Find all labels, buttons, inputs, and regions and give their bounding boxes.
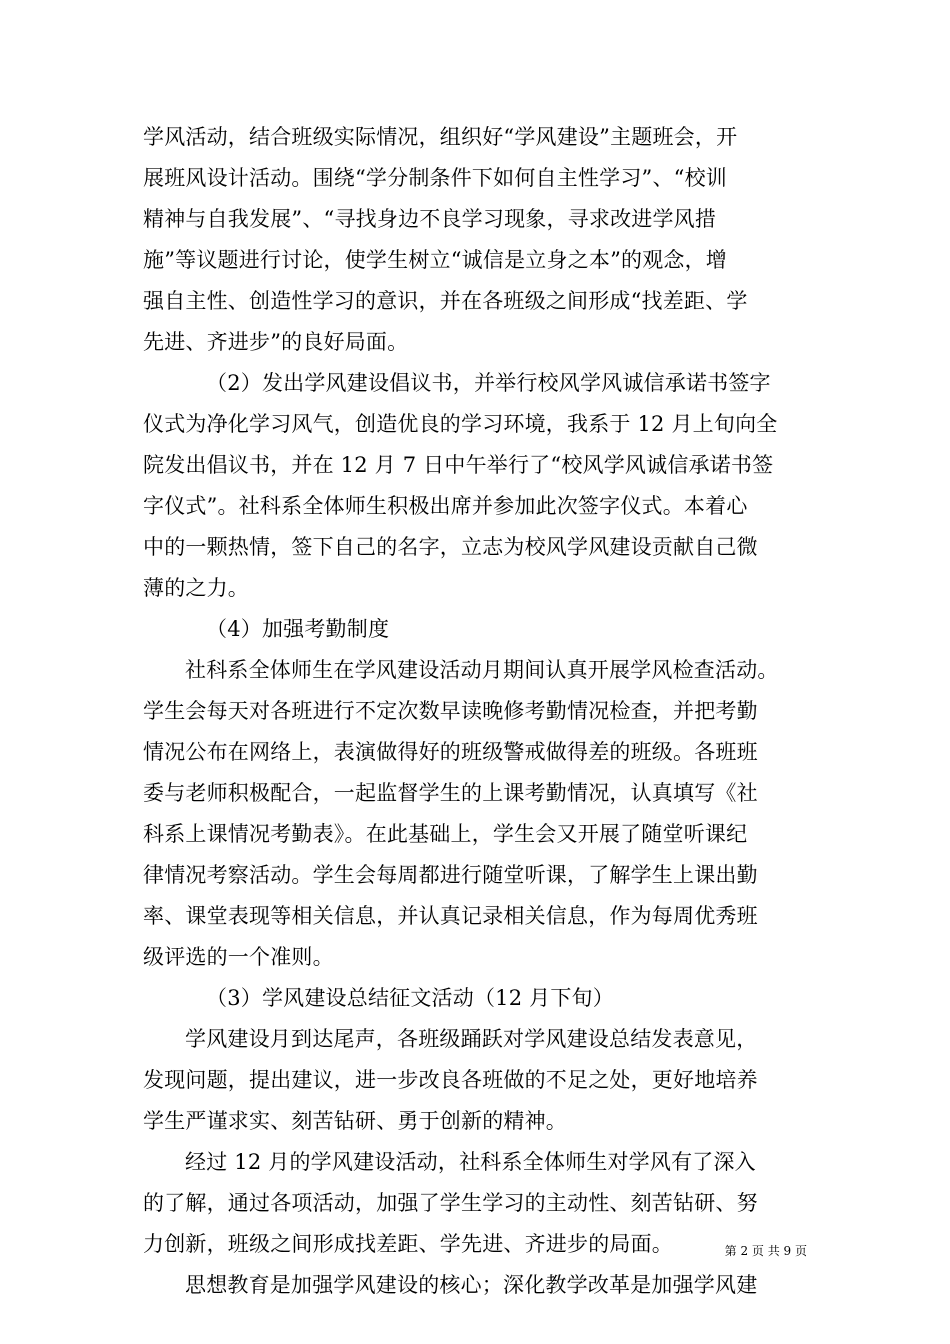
document-body: [143, 117, 833, 1306]
text-line: 先进、齐进步”的良好局面。: [143, 330, 409, 354]
page-number: 第 2 页 共 9 页: [724, 1244, 807, 1258]
text-line: 学生严谨求实、刻苦钻研、勇于创新的精神。: [143, 1109, 567, 1133]
text-line: 委与老师积极配合，一起监督学生的上课考勤情况，认真填写《社: [143, 781, 758, 805]
text-line: 级评选的一个准则。: [143, 945, 334, 969]
text-line: 率、课堂表现等相关信息，并认真记录相关信息，作为每周优秀班: [143, 904, 758, 928]
text-line: 科系上课情况考勤表》。在此基础上，学生会又开展了随堂听课纪: [143, 822, 748, 846]
text-line: 仪式为净化学习风气，创造优良的学习环境，我系于 12 月上旬向全: [143, 412, 778, 436]
text-line: 展班风设计活动。围绕“学分制条件下如何自主性学习”、“校训: [143, 166, 728, 190]
text-line: 精神与自我发展”、“寻找身边不良学习现象，寻求改进学风措: [143, 207, 717, 231]
text-line: 发现问题，提出建议，进一步改良各班做的不足之处，更好地培养: [143, 1068, 758, 1092]
text-line: 强自主性、创造性学习的意识，并在各班级之间形成“找差距、学: [143, 289, 748, 313]
text-line: 中的一颗热情，签下自己的名字，立志为校风学风建设贡献自己微: [143, 535, 758, 559]
text-line: 施”等议题进行讨论，使学生树立“诚信是立身之本”的观念，增: [143, 248, 728, 272]
text-line: 思想教育是加强学风建设的核心；深化教学改革是加强学风建: [185, 1273, 758, 1297]
text-line: 学风活动，结合班级实际情况，组织好“学风建设”主题班会，开: [143, 125, 738, 149]
text-line: 院发出倡议书，并在 12 月 7 日中午举行了“校风学风诚信承诺书签: [143, 453, 774, 477]
text-line: 力创新，班级之间形成找差距、学先进、齐进步的局面。: [143, 1232, 673, 1256]
text-line: 经过 12 月的学风建设活动，社科系全体师生对学风有了深入: [185, 1150, 756, 1174]
text-line: 字仪式”。社科系全体师生积极出席并参加此次签字仪式。本着心: [143, 494, 748, 518]
text-line: 学生会每天对各班进行不定次数早读晚修考勤情况检查，并把考勤: [143, 699, 758, 723]
text-line: 情况公布在网络上，表演做得好的班级警戒做得差的班级。各班班: [143, 740, 758, 764]
text-line: （4）加强考勤制度: [206, 617, 390, 641]
text-line: （2）发出学风建设倡议书，并举行校风学风诚信承诺书签字: [206, 371, 771, 395]
text-line: 学风建设月到达尾声，各班级踊跃对学风建设总结发表意见，: [185, 1027, 758, 1051]
text-line: 薄的之力。: [143, 576, 249, 600]
text-line: 律情况考察活动。学生会每周都进行随堂听课，了解学生上课出勤: [143, 863, 758, 887]
text-line: 的了解，通过各项活动，加强了学生学习的主动性、刻苦钻研、努: [143, 1191, 758, 1215]
text-line: 社科系全体师生在学风建设活动月期间认真开展学风检查活动。: [185, 658, 779, 682]
text-line: （3）学风建设总结征文活动（12 月下旬）: [206, 986, 614, 1010]
